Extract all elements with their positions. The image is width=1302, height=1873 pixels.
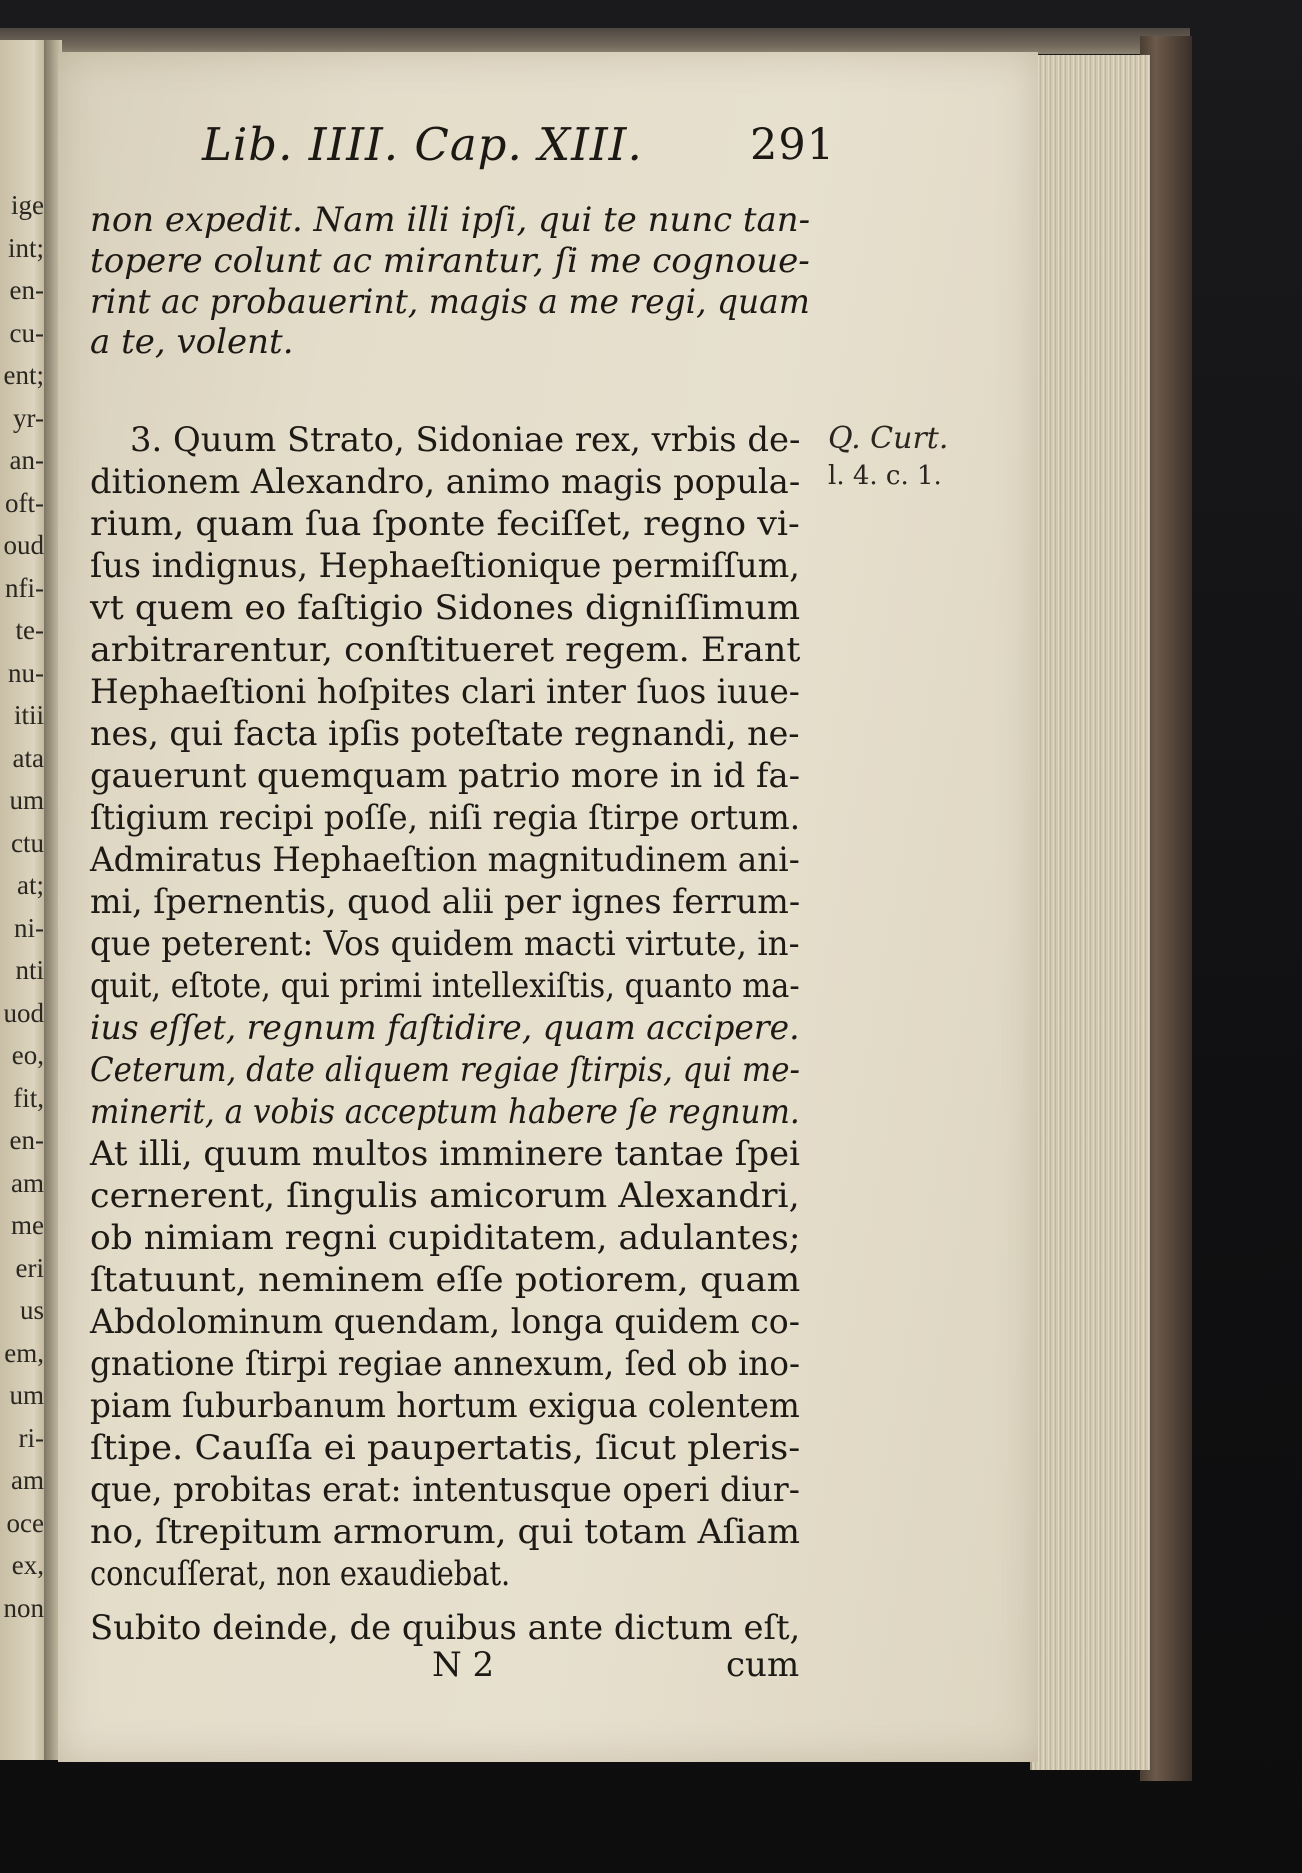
margin-note-reference: l. 4. c. 1. <box>828 461 942 491</box>
left-page-fragment: non <box>3 1592 44 1623</box>
text-line: vt quem eo faſtigio Sidones digniſſimum <box>90 588 801 628</box>
left-page-fragment: am <box>11 1167 44 1198</box>
left-page-fragment: yr- <box>13 402 44 433</box>
text-line: At illi, quum multos imminere tantae ſpei <box>90 1134 801 1174</box>
text-line: cernerent, ſingulis amicorum Alexandri, <box>90 1176 800 1216</box>
left-page-fragment: cu- <box>9 317 44 348</box>
text-line: ditionem Alexandro, animo magis popula- <box>90 462 801 502</box>
left-page-fragment: fit, <box>13 1082 44 1113</box>
text-line: ſtipe. Cauſſa ei paupertatis, ſicut pleris- <box>90 1428 801 1468</box>
left-page-fragment: nfi- <box>5 572 44 603</box>
text-line: que, probitas erat: intentusque operi diur- <box>90 1470 800 1510</box>
text-line: mi, ſpernentis, quod alii per ignes ferrum- <box>90 882 801 922</box>
text-line: minerit, a vobis acceptum habere ſe regnum. <box>90 1092 800 1132</box>
left-page-fragment: em, <box>4 1337 44 1368</box>
left-page-fragment: ata <box>12 742 44 773</box>
left-page-fragment: ni- <box>14 912 44 943</box>
text-line: topere colunt ac mirantur, ſi me cognoue- <box>90 241 810 281</box>
text-line: arbitrarentur, conſtitueret regem. Erant <box>90 630 801 670</box>
text-line: rint ac probauerint, magis a me regi, quam <box>90 282 810 322</box>
left-page-fragment: oce <box>6 1507 44 1538</box>
left-page-fragment: itii <box>13 700 44 730</box>
page-number: 291 <box>750 120 836 170</box>
left-page-fragment: us <box>19 1295 44 1325</box>
left-page-fragment: am <box>11 1465 44 1495</box>
text-line: Subito deinde, de quibus ante dictum eſt, <box>90 1608 801 1648</box>
top-board-edge <box>0 28 1190 54</box>
catchword: cum <box>726 1645 800 1685</box>
text-line: ſus indignus, Hephaeſtionique permiſſum, <box>90 546 800 586</box>
text-line: nes, qui facta ipſis poteſtate regnandi, ne- <box>90 714 800 754</box>
left-page-fragment: ex, <box>11 1550 44 1580</box>
text-line: 3. Quum Strato, Sidoniae rex, vrbis de- <box>130 420 801 460</box>
left-page-fragment: oud <box>3 530 44 560</box>
text-line: rium, quam ſua ſponte feciſſet, regno vi- <box>90 504 800 544</box>
left-page-fragment: ent; <box>3 360 44 390</box>
left-page-fragment: me <box>11 1210 44 1240</box>
left-page-fragment: eri <box>15 1252 44 1283</box>
text-line: ſtatuunt, neminem eſſe potiorem, quam <box>90 1260 801 1300</box>
left-page-fragment: en- <box>9 275 44 305</box>
left-page-fragment: ri- <box>18 1422 44 1453</box>
text-line: ius eſſet, regnum faſtidire, quam accipere. <box>90 1008 800 1048</box>
left-page-fragment: um <box>9 1380 44 1410</box>
signature-mark: N 2 <box>432 1645 495 1685</box>
left-page-fragment: en- <box>9 1125 44 1155</box>
text-line: Hephaeſtioni hoſpites clari inter ſuos iuue- <box>90 672 800 712</box>
page-fore-edge <box>1030 55 1150 1770</box>
left-page-fragment: nti <box>15 955 44 985</box>
text-line: gauerunt quemquam patrio more in id fa- <box>90 756 800 796</box>
text-line: ſtigium recipi poſſe, niſi regia ſtirpe ortum. <box>90 798 801 838</box>
text-line: a te, volent. <box>90 322 294 362</box>
text-line: concuſſerat, non exaudiebat. <box>90 1554 511 1594</box>
left-page-fragment: int; <box>7 232 44 263</box>
running-header <box>202 118 836 171</box>
left-page-fragment: an- <box>9 445 44 475</box>
text-line: Abdolominum quendam, longa quidem co- <box>90 1302 800 1342</box>
left-page-fragment: uod <box>3 997 44 1028</box>
text-line: Admiratus Hephaeſtion magnitudinem ani- <box>90 840 800 880</box>
text-line: no, ſtrepitum armorum, qui totam Aſiam <box>90 1512 801 1552</box>
text-line: que peterent: Vos quidem macti virtute, in- <box>90 924 800 964</box>
text-line: piam ſuburbanum hortum exigua colentem <box>90 1386 800 1426</box>
text-line: non expedit. Nam illi ipſi, qui te nunc tan- <box>90 200 811 240</box>
margin-note-source: Q. Curt. <box>828 421 949 456</box>
text-line: Ceterum, date aliquem regiae ſtirpis, qui me- <box>90 1050 800 1090</box>
left-page-fragment: te- <box>15 615 44 645</box>
left-page-fragment: nu- <box>8 657 44 688</box>
left-page-fragment: um <box>9 785 44 815</box>
running-title: Lib. IIII. Cap. XIII. <box>202 118 643 171</box>
left-page-fragment: ctu <box>11 827 44 858</box>
left-page-fragment: ige <box>11 190 44 220</box>
text-line: gnatione ſtirpi regiae annexum, ſed ob ino- <box>90 1344 800 1384</box>
previous-page-strip <box>0 40 48 1760</box>
left-page-fragment: at; <box>17 870 44 900</box>
left-page-fragment: oft- <box>5 487 44 518</box>
left-page-fragment: eo, <box>11 1040 44 1070</box>
text-line: ob nimiam regni cupiditatem, adulantes; <box>90 1218 801 1258</box>
text-line: quit, eſtote, qui primi intellexiſtis, quanto ma- <box>90 966 800 1006</box>
